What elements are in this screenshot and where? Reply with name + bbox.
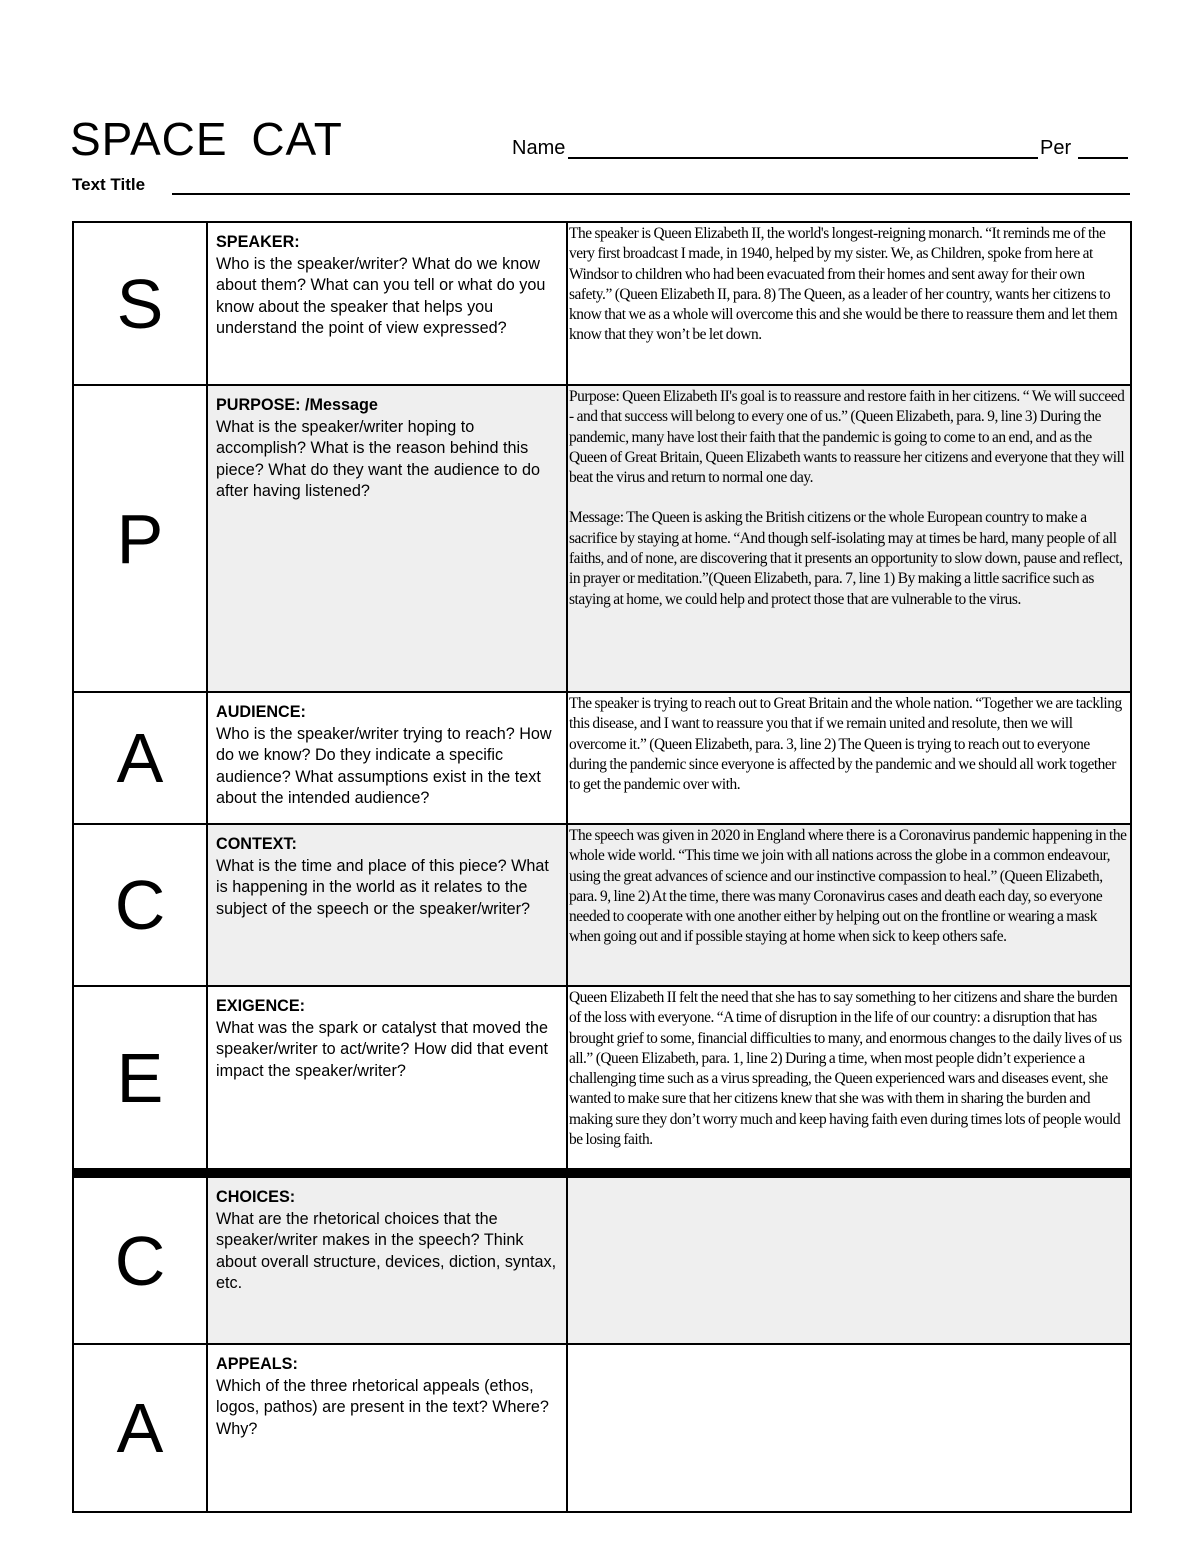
prompt-description: Which of the three rhetorical appeals (ethos, logos, pathos) are present in the text? Where? Why? <box>216 1376 549 1438</box>
table-row-speaker <box>74 223 1132 386</box>
answer-cell[interactable] <box>568 1178 1132 1343</box>
answer-text: The speaker is trying to reach out to Great Britain and the whole nation. “Together we are tackling this disease, and I want to reassure you that if we remain united and resolute, then we will overcome it.” (Queen Elizabeth, para. 3, line 2) The Queen is trying to reach out to everyone during the pandemic since everyone is affected by the pandemic and we should all work together to get the pandemic over with. <box>569 695 1122 794</box>
answer-cell[interactable] <box>568 987 1132 1168</box>
prompt-heading: AUDIENCE: <box>216 703 306 721</box>
prompt-description: Who is the speaker/writer? What do we know about them? What can you tell or what do you know about the speaker that helps you understand the point of view expressed? <box>216 254 546 337</box>
prompt-heading: APPEALS: <box>216 1355 298 1373</box>
prompt-description: What is the speaker/writer hoping to accomplish? What is the reason behind this piece? What do they want the audience to do after having listened? <box>216 417 540 500</box>
prompt-description: What are the rhetorical choices that the speaker/writer makes in the speech? Think about overall structure, devices, diction, syntax, etc. <box>216 1209 557 1292</box>
row-letter: S <box>74 223 208 384</box>
prompt-cell <box>208 1178 568 1343</box>
row-letter: C <box>74 1178 208 1343</box>
table-row-purpose <box>74 386 1132 693</box>
name-label: Name <box>512 137 566 159</box>
period-label: Per <box>1040 137 1072 159</box>
text-title-field[interactable] <box>172 193 1130 195</box>
answer-text: Message: The Queen is asking the British citizens or the whole European country to make a sacrifice by staying at home. “And though self-isolating may at times be hard, many people of all faiths, and of none, are discovering that it presents an opportunity to slow down, pause and reflect, in prayer or meditation.”(Queen Elizabeth, para. 7, line 1) By making a little sacrifice such as staying at home, we could help and protect those that are vulnerable to the virus. <box>569 509 1123 608</box>
answer-text: The speaker is Queen Elizabeth II, the world's longest-reigning monarch. “It reminds me of the very first broadcast I made, in 1940, helped by my sister. We, as Children, spoke from here at Windsor to children who had been evacuated from their homes and sent away for their own safety.” (Queen Elizabeth II, para. 8) The Queen, as a leader of her country, wants her citizens to know that we as a whole will overcome this and she would be there to reassure them and let them know that they won’t be let down. <box>569 225 1118 344</box>
row-letter: P <box>74 386 208 691</box>
prompt-heading: CONTEXT: <box>216 835 297 853</box>
prompt-cell <box>208 386 568 691</box>
prompt-description: Who is the speaker/writer trying to reach? How do we know? Do they indicate a specific audience? What assumptions exist in the text about the intended audience? <box>216 724 552 807</box>
answer-cell[interactable] <box>568 386 1132 691</box>
text-title-label: Text Title <box>72 175 146 194</box>
prompt-heading: SPEAKER: <box>216 233 300 251</box>
table-row-exigence <box>74 987 1132 1178</box>
answer-cell[interactable] <box>568 223 1132 384</box>
row-letter: C <box>74 825 208 985</box>
answer-cell[interactable] <box>568 825 1132 985</box>
prompt-heading: PURPOSE: /Message <box>216 396 378 414</box>
table-row-context <box>74 825 1132 987</box>
table-row-choices <box>74 1178 1132 1345</box>
name-field[interactable] <box>568 157 1038 159</box>
prompt-cell <box>208 1345 568 1511</box>
table-row-audience <box>74 693 1132 825</box>
prompt-cell <box>208 223 568 384</box>
row-letter: A <box>74 693 208 823</box>
period-field[interactable] <box>1078 157 1128 159</box>
prompt-cell <box>208 987 568 1168</box>
answer-text: Purpose: Queen Elizabeth II's goal is to reassure and restore faith in her citizens. “ We will succeed - and that success will belong to every one of us.” (Queen Elizabeth, para. 9, line 3) During the pandemic, many have lost their faith that the pandemic is going to come to an end, and as the Queen of Great Britain, Queen Elizabeth wants to reassure her citizens and everyone that they will beat the virus and return to normal one day. <box>569 388 1125 487</box>
prompt-description: What was the spark or catalyst that moved the speaker/writer to act/write? How did that event impact the speaker/writer? <box>216 1018 548 1080</box>
worksheet-title: SPACE CAT <box>70 113 343 165</box>
prompt-cell <box>208 825 568 985</box>
answer-cell[interactable] <box>568 693 1132 823</box>
prompt-description: What is the time and place of this piece? What is happening in the world as it relates to the subject of the speech or the speaker/writer? <box>216 856 549 918</box>
answer-text: The speech was given in 2020 in England where there is a Coronavirus pandemic happening in the whole wide world. “This time we join with all nations across the globe in a common endeavour, using the great advances of science and our instinctive compassion to heal.” (Queen Elizabeth, para. 9, line 2) At the time, there was many Coronavirus cases and death each day, so everyone needed to cooperate with one another either by helping out on the frontline or wearing a mask when going out and if possible staying at home when sick to keep others safe. <box>569 827 1127 946</box>
answer-text: Queen Elizabeth II felt the need that she has to say something to her citizens and share the burden of the loss with everyone. “A time of disruption in the life of our country: a disruption that has brought grief to some, financial difficulties to many, and enormous changes to the daily lives of us all.” (Queen Elizabeth, para. 1, line 2) During a time, when most people didn’t experience a challenging time such as a virus spreading, the Queen experienced wars and diseases event, she wanted to make sure that her citizens knew that she was with them in sharing the burden and making sure they don’t worry much and keep having faith even during times lots of people would be losing faith. <box>569 989 1122 1149</box>
prompt-heading: CHOICES: <box>216 1188 296 1206</box>
prompt-heading: EXIGENCE: <box>216 997 306 1015</box>
row-letter: E <box>74 987 208 1168</box>
answer-cell[interactable] <box>568 1345 1132 1511</box>
table-row-appeals <box>74 1345 1132 1513</box>
prompt-cell <box>208 693 568 823</box>
space-cat-table <box>72 221 1132 1513</box>
row-letter: A <box>74 1345 208 1511</box>
